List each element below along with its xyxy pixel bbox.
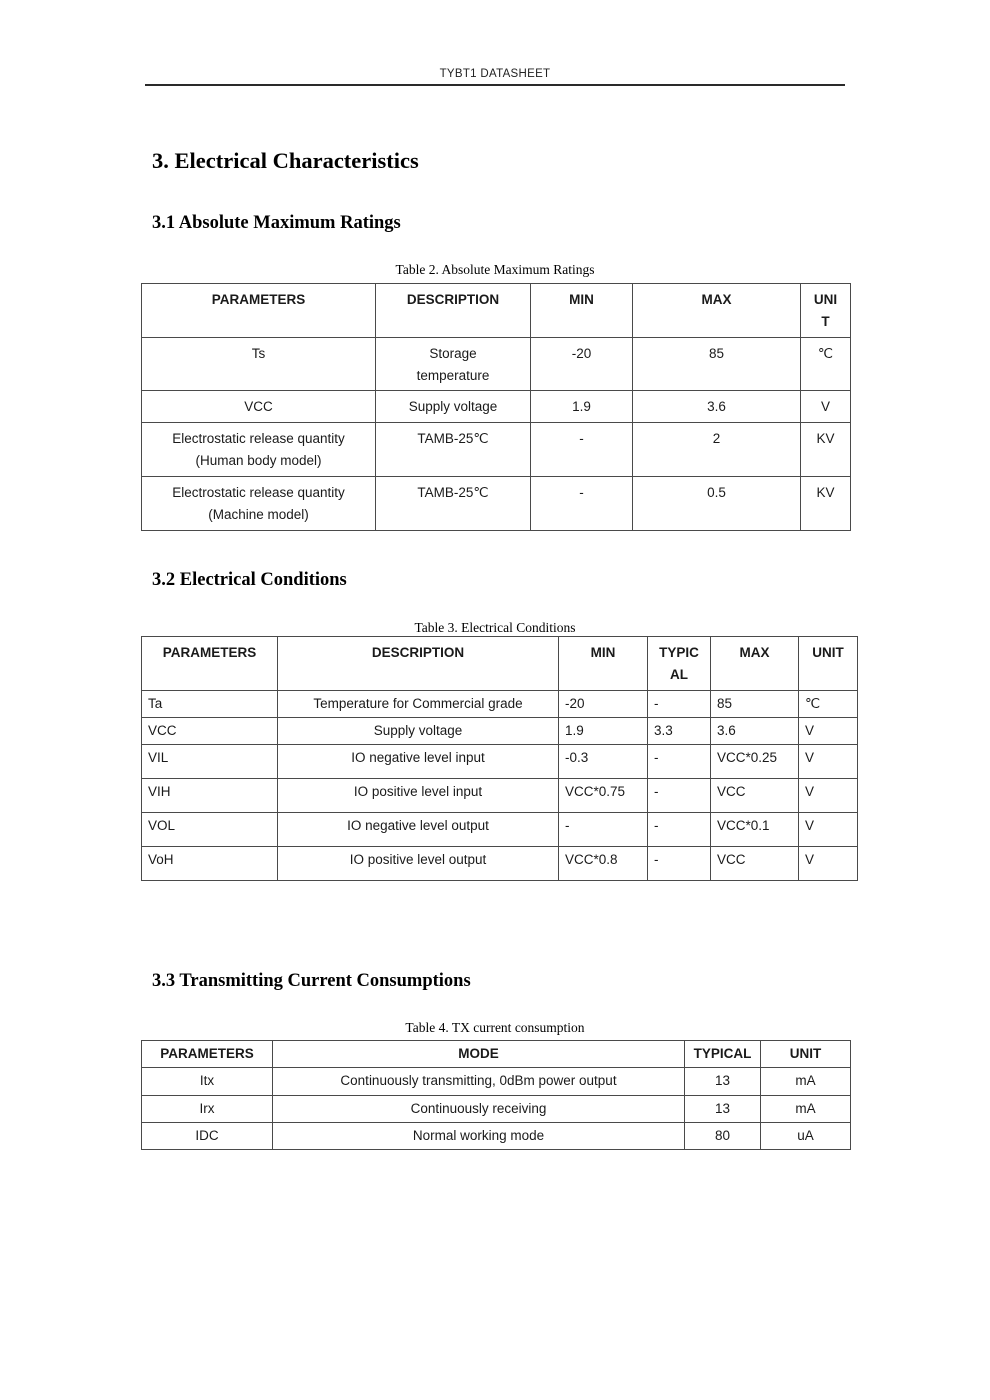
cell-typical: 3.3 [648,717,711,744]
cell-mode: Continuously receiving [273,1095,685,1122]
col-header-unit-line1: UNI [813,292,838,307]
cell-max: 3.6 [711,717,799,744]
cell-parameter [142,477,376,531]
cell-max: 0.5 [633,477,801,531]
page-header [145,68,845,86]
cell-description: Supply voltage [278,717,559,744]
cell-unit: V [799,745,858,779]
heading-section-3-2: 3.2 Electrical Conditions [152,570,347,590]
table-row [142,391,851,423]
table-row [142,779,858,813]
cell-max: VCC [711,847,799,881]
cell-min: -20 [559,690,648,717]
cell-parameter: VIH [142,779,278,813]
cell-typical: - [648,847,711,881]
page-header-rule [145,84,845,86]
cell-unit: mA [761,1068,851,1095]
col-header-max: MAX [711,637,799,691]
cell-parameter: VCC [142,717,278,744]
table-row [142,745,858,779]
cell-max: VCC*0.25 [711,745,799,779]
cell-max: 85 [633,337,801,391]
cell-description [376,337,531,391]
cell-parameter-line2: (Human body model) [195,453,322,469]
cell-parameter-line1: Electrostatic release quantity [172,431,345,447]
cell-min: VCC*0.75 [559,779,648,813]
cell-typical: 80 [685,1122,761,1149]
cell-min: - [531,423,633,477]
cell-unit: V [801,391,851,423]
heading-section-3-3: 3.3 Transmitting Current Consumptions [152,971,471,991]
table-row [142,847,858,881]
table-row [142,337,851,391]
col-header-typical: TYPICAL [685,1041,761,1068]
col-header-unit: UNIT [799,637,858,691]
col-header-parameters: PARAMETERS [142,284,376,338]
cell-unit: V [799,717,858,744]
caption-table-4: Table 4. TX current consumption [405,1020,585,1035]
table-row [142,1068,851,1095]
page-header-title: TYBT1 DATASHEET [439,68,551,80]
col-header-min: MIN [531,284,633,338]
cell-typical: - [648,779,711,813]
cell-min: -0.3 [559,745,648,779]
col-header-typical-line1: TYPIC [659,645,699,660]
cell-description-line1: Storage [429,345,477,361]
col-header-description: DESCRIPTION [376,284,531,338]
cell-min: - [531,477,633,531]
cell-min: - [559,813,648,847]
cell-description: Supply voltage [376,391,531,423]
cell-min: -20 [531,337,633,391]
cell-unit: mA [761,1095,851,1122]
cell-unit: KV [801,423,851,477]
cell-parameter: Irx [142,1095,273,1122]
heading-section-3: 3. Electrical Characteristics [152,148,419,173]
cell-max: 85 [711,690,799,717]
col-header-mode: MODE [273,1041,685,1068]
cell-unit: ℃ [801,337,851,391]
cell-parameter: Itx [142,1068,273,1095]
cell-typical: - [648,745,711,779]
cell-max: 3.6 [633,391,801,423]
col-header-description: DESCRIPTION [278,637,559,691]
cell-description: IO negative level output [278,813,559,847]
cell-parameter: VCC [142,391,376,423]
cell-description: IO negative level input [278,745,559,779]
table-row [142,690,858,717]
cell-unit: V [799,847,858,881]
cell-typical: - [648,690,711,717]
cell-typical: - [648,813,711,847]
cell-unit: V [799,813,858,847]
cell-description: TAMB-25℃ [376,477,531,531]
caption-table-3: Table 3. Electrical Conditions [414,620,576,635]
col-header-typical-line2: AL [670,666,688,682]
cell-mode: Normal working mode [273,1122,685,1149]
cell-parameter [142,423,376,477]
cell-typical: 13 [685,1095,761,1122]
col-header-min: MIN [559,637,648,691]
cell-parameter: Ta [142,690,278,717]
cell-max: VCC [711,779,799,813]
col-header-parameters: PARAMETERS [142,637,278,691]
col-header-unit: UNIT [761,1041,851,1068]
col-header-typical [648,637,711,691]
cell-max: VCC*0.1 [711,813,799,847]
cell-parameter-line2: (Machine model) [208,506,309,522]
cell-parameter: VoH [142,847,278,881]
cell-description: IO positive level input [278,779,559,813]
table-row [142,1095,851,1122]
col-header-unit-line2: T [821,313,830,329]
heading-section-3-1: 3.1 Absolute Maximum Ratings [152,213,401,233]
table-absolute-maximum-ratings [141,283,851,531]
cell-parameter: VIL [142,745,278,779]
table-row-header [142,1041,851,1068]
cell-description: TAMB-25℃ [376,423,531,477]
cell-min: VCC*0.8 [559,847,648,881]
cell-parameter: Ts [142,337,376,391]
cell-description: IO positive level output [278,847,559,881]
col-header-parameters: PARAMETERS [142,1041,273,1068]
caption-table-2: Table 2. Absolute Maximum Ratings [395,262,595,277]
table-row-header [142,284,851,338]
table-row [142,717,858,744]
cell-max: 2 [633,423,801,477]
table-tx-current-consumption [141,1040,851,1150]
table-row [142,813,858,847]
cell-unit: V [799,779,858,813]
table-row [142,477,851,531]
cell-unit: uA [761,1122,851,1149]
cell-min: 1.9 [559,717,648,744]
table-row [142,1122,851,1149]
table-electrical-conditions [141,636,858,881]
cell-unit: ℃ [799,690,858,717]
cell-mode: Continuously transmitting, 0dBm power output [273,1068,685,1095]
cell-typical: 13 [685,1068,761,1095]
cell-parameter: IDC [142,1122,273,1149]
col-header-max: MAX [633,284,801,338]
cell-parameter-line1: Electrostatic release quantity [172,485,345,501]
cell-parameter: VOL [142,813,278,847]
table-row [142,423,851,477]
table-row-header [142,637,858,691]
cell-min: 1.9 [531,391,633,423]
cell-unit: KV [801,477,851,531]
cell-description-line2: temperature [416,367,490,383]
col-header-unit [801,284,851,338]
cell-description: Temperature for Commercial grade [278,690,559,717]
